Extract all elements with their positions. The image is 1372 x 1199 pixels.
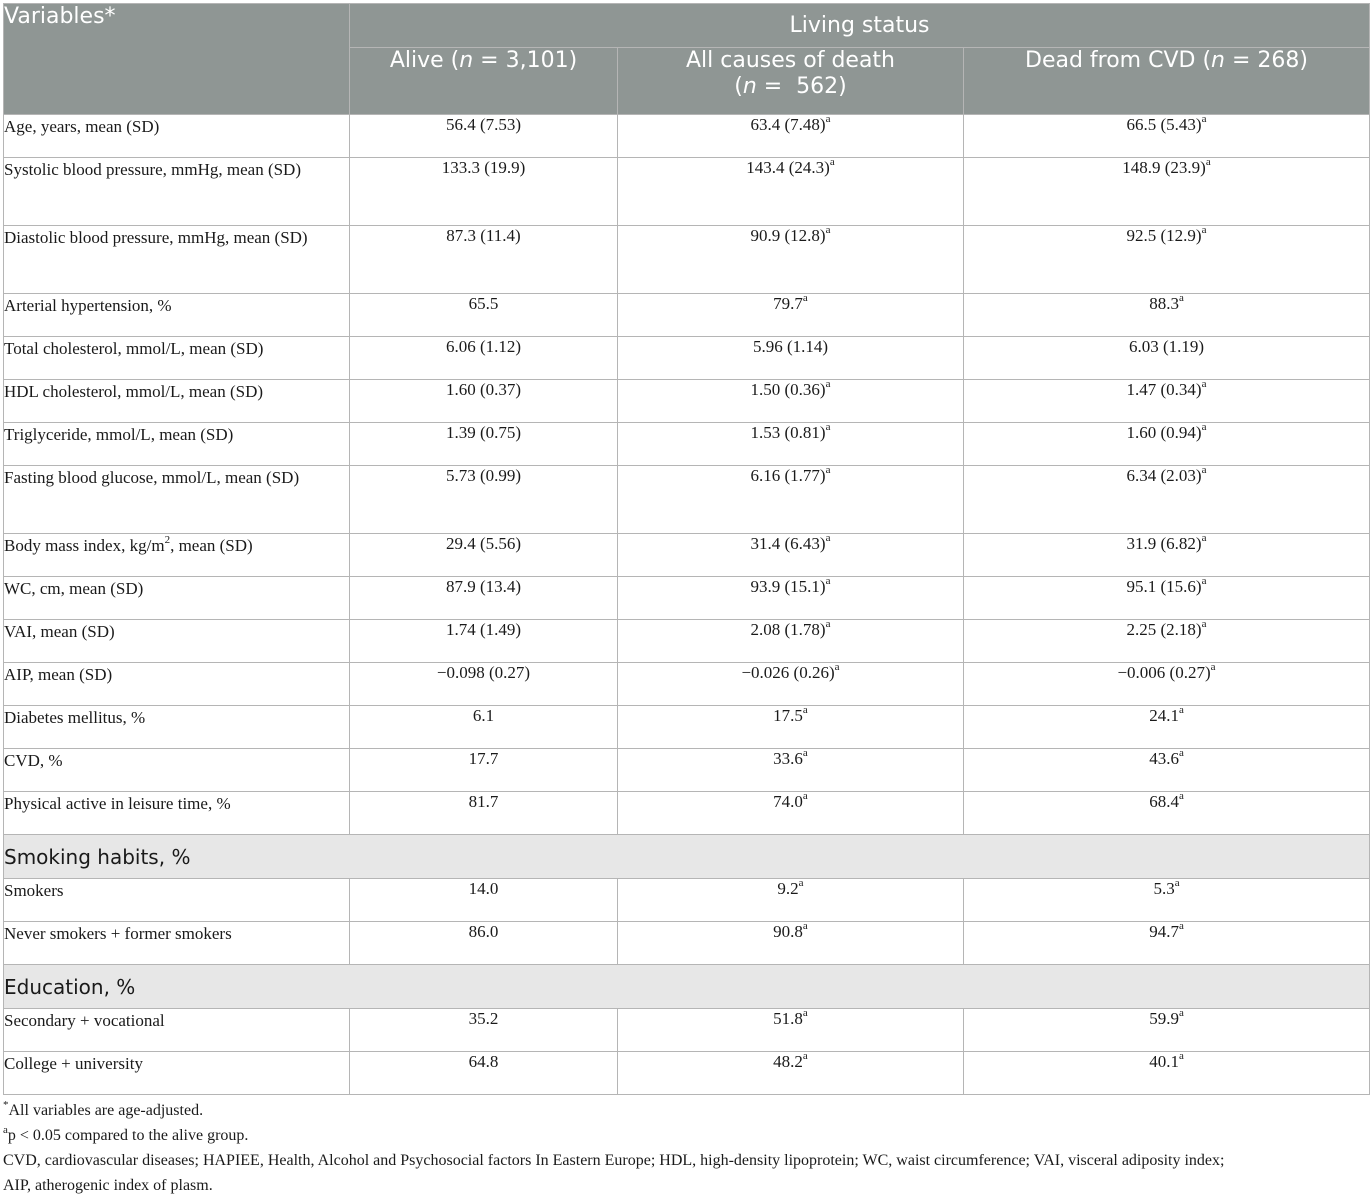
row-label: Arterial hypertension, % <box>4 294 350 337</box>
row-label: College + university <box>4 1052 350 1095</box>
row-label: CVD, % <box>4 749 350 792</box>
cvd-value: 40.1$^a$ <box>964 1052 1370 1095</box>
all-causes-value: 2.08 $(1.78)^a$ <box>618 620 964 663</box>
row-label: Systolic blood pressure, mmHg, mean (SD) <box>4 158 350 226</box>
smoking-section-title: Smoking habits, % <box>4 835 1370 879</box>
alive-value: 65.5 <box>350 294 618 337</box>
cvd-value: 5.3$^a$ <box>964 879 1370 922</box>
all-causes-value: 1.53 $(0.81)^a$ <box>618 423 964 466</box>
cvd-value: 68.4$^a$ <box>964 792 1370 835</box>
alive-value: −0.098 (0.27) <box>350 663 618 706</box>
all-causes-value: 6.16 $(1.77)^a$ <box>618 466 964 534</box>
alive-value: 1.74 (1.49) <box>350 620 618 663</box>
table-row <box>4 620 1370 663</box>
footnote-abbreviations: CVD, cardiovascular diseases; HAPIEE, Health, Alcohol and Psychosocial factors In Eastern Europe; HDL, high-density lipoprotein; WC, waist circumference; VAI, visceral adiposity index; AIP, atherogenic index of plasm. <box>3 1152 1225 1194</box>
table-row <box>4 577 1370 620</box>
table-row <box>4 423 1370 466</box>
all-causes-value: −0.026 $(0.26)^a$ <box>618 663 964 706</box>
all-causes-value: 79.7$^a$ <box>618 294 964 337</box>
cvd-value: 1.60 $(0.94)^a$ <box>964 423 1370 466</box>
cvd-value: 92.5 $(12.9)^a$ <box>964 226 1370 294</box>
row-label: Diastolic blood pressure, mmHg, mean (SD) <box>4 226 350 294</box>
cvd-value: 59.9$^a$ <box>964 1009 1370 1052</box>
table-row <box>4 115 1370 158</box>
row-label: Smokers <box>4 879 350 922</box>
row-label: Fasting blood glucose, mmol/L, mean (SD) <box>4 466 350 534</box>
alive-value: 35.2 <box>350 1009 618 1052</box>
all-causes-value: 143.4 $(24.3)^a$ <box>618 158 964 226</box>
cvd-value: 94.7$^a$ <box>964 922 1370 965</box>
alive-value: 6.06 (1.12) <box>350 337 618 380</box>
variables-header: Variables* <box>4 4 350 115</box>
all-causes-value: 51.8$^a$ <box>618 1009 964 1052</box>
all-causes-value: 63.4 $(7.48)^a$ <box>618 115 964 158</box>
alive-value: 29.4 (5.56) <box>350 534 618 577</box>
row-label: AIP, mean (SD) <box>4 663 350 706</box>
all-causes-value: 93.9 $(15.1)^a$ <box>618 577 964 620</box>
footnote-significance: $^a$p < 0.05 compared to the alive group. <box>3 1123 249 1144</box>
alive-value: 86.0 <box>350 922 618 965</box>
alive-value: 87.3 (11.4) <box>350 226 618 294</box>
alive-value: 1.39 (0.75) <box>350 423 618 466</box>
table-row <box>4 380 1370 423</box>
cvd-value: −0.006 $(0.27)^a$ <box>964 663 1370 706</box>
row-label: Secondary + vocational <box>4 1009 350 1052</box>
footnote-age-adjusted: *All variables are age-adjusted. <box>3 1098 204 1119</box>
table-row <box>4 1052 1370 1095</box>
education-section-row <box>4 965 1370 1009</box>
cvd-value: 148.9 $(23.9)^a$ <box>964 158 1370 226</box>
table-row <box>4 1009 1370 1052</box>
all-causes-value: 90.8$^a$ <box>618 922 964 965</box>
all-causes-value: 17.5$^a$ <box>618 706 964 749</box>
alive-value: 1.60 (0.37) <box>350 380 618 423</box>
education-section-title: Education, % <box>4 965 1370 1009</box>
all-causes-value: 1.50 $(0.36)^a$ <box>618 380 964 423</box>
table-row <box>4 226 1370 294</box>
table-row <box>4 879 1370 922</box>
all-causes-value: 5.96 (1.14) <box>618 337 964 380</box>
table-row <box>4 337 1370 380</box>
cvd-value: 1.47 $(0.34)^a$ <box>964 380 1370 423</box>
cvd-value: 24.1$^a$ <box>964 706 1370 749</box>
cvd-value: 43.6$^a$ <box>964 749 1370 792</box>
data-table <box>3 3 1370 1095</box>
cvd-value: 6.34 $(2.03)^a$ <box>964 466 1370 534</box>
alive-value: 81.7 <box>350 792 618 835</box>
cvd-value: 6.03 (1.19) <box>964 337 1370 380</box>
cvd-value: 95.1 $(15.6)^a$ <box>964 577 1370 620</box>
alive-value: 87.9 (13.4) <box>350 577 618 620</box>
living-status-header: Living status <box>350 4 1370 48</box>
table-row <box>4 158 1370 226</box>
all-causes-value: 74.0$^a$ <box>618 792 964 835</box>
alive-column-header: Alive (n = 3,101) <box>350 48 618 115</box>
row-label: Triglyceride, mmol/L, mean (SD) <box>4 423 350 466</box>
row-label: Age, years, mean (SD) <box>4 115 350 158</box>
alive-value: 56.4 (7.53) <box>350 115 618 158</box>
cvd-death-column-header: Dead from CVD (n = 268) <box>964 48 1370 115</box>
alive-value: 5.73 (0.99) <box>350 466 618 534</box>
row-label: Total cholesterol, mmol/L, mean (SD) <box>4 337 350 380</box>
table-row <box>4 706 1370 749</box>
smoking-section-row <box>4 835 1370 879</box>
row-label: Body mass index, $kg/m^2$, mean (SD) <box>4 534 350 577</box>
row-label: Diabetes mellitus, % <box>4 706 350 749</box>
row-label: Physical active in leisure time, % <box>4 792 350 835</box>
all-causes-value: 48.2$^a$ <box>618 1052 964 1095</box>
cvd-value: 2.25 $(2.18)^a$ <box>964 620 1370 663</box>
cvd-value: 88.3$^a$ <box>964 294 1370 337</box>
cvd-value: 31.9 $(6.82)^a$ <box>964 534 1370 577</box>
row-label: WC, cm, mean (SD) <box>4 577 350 620</box>
alive-value: 64.8 <box>350 1052 618 1095</box>
table-footnotes <box>3 1098 1369 1198</box>
alive-value: 14.0 <box>350 879 618 922</box>
all-causes-value: 33.6$^a$ <box>618 749 964 792</box>
all-causes-value: 9.2$^a$ <box>618 879 964 922</box>
alive-value: 6.1 <box>350 706 618 749</box>
table-row <box>4 792 1370 835</box>
alive-value: 17.7 <box>350 749 618 792</box>
table-row <box>4 922 1370 965</box>
table-row <box>4 534 1370 577</box>
all-causes-value: 31.4 $(6.43)^a$ <box>618 534 964 577</box>
all-causes-column-header: All causes of death (n = 562) <box>618 48 964 115</box>
row-label: HDL cholesterol, mmol/L, mean (SD) <box>4 380 350 423</box>
table-row <box>4 749 1370 792</box>
cvd-value: 66.5 $(5.43)^a$ <box>964 115 1370 158</box>
row-label: VAI, mean (SD) <box>4 620 350 663</box>
table-row <box>4 466 1370 534</box>
table-row <box>4 294 1370 337</box>
alive-value: 133.3 (19.9) <box>350 158 618 226</box>
row-label: Never smokers + former smokers <box>4 922 350 965</box>
table-row <box>4 663 1370 706</box>
all-causes-value: 90.9 $(12.8)^a$ <box>618 226 964 294</box>
